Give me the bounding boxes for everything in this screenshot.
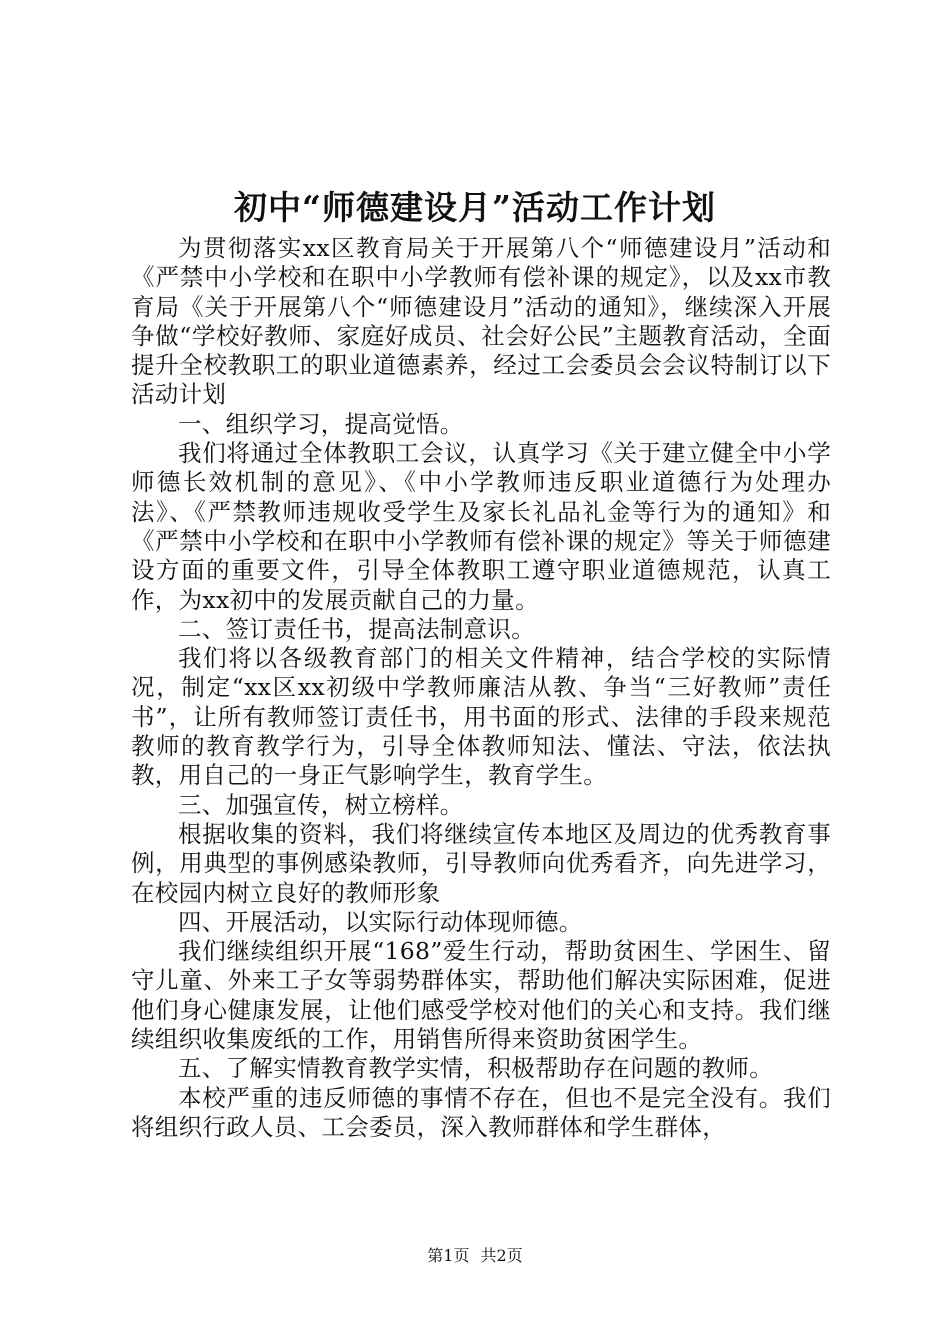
document-body: [131, 234, 831, 1142]
section-paragraph-1: 我们将通过全体教职工会议，认真学习《关于建立健全中小学师德长效机制的意见》、《中小学教师违反职业道德行为处理办法》、《严禁教师违规收受学生及家长礼品礼金等行为的通知》和《严禁中小学校和在职中小学教师有偿补课的规定》等关于师德建设方面的重要文件，引导全体教职工遵守职业道德规范，认真工作，为xx初中的发展贡献自己的力量。: [131, 439, 831, 614]
page-total: 共2页: [480, 1246, 523, 1265]
section-paragraph-2: 我们将以各级教育部门的相关文件精神，结合学校的实际情况，制定“xx区xx初级中学教师廉洁从教、争当“三好教师”责任书”，让所有教师签订责任书，用书面的形式、法律的手段来规范教师的教育教学行为，引导全体教师知法、懂法、守法，依法执教，用自己的一身正气影响学生，教育学生。: [131, 644, 831, 790]
page-footer: [0, 1244, 950, 1268]
section-paragraph-4: 我们继续组织开展“168”爱生行动，帮助贫困生、学困生、留守儿童、外来工子女等弱势群体实，帮助他们解决实际困难，促进他们身心健康发展，让他们感受学校对他们的关心和支持。我们继续组织收集废纸的工作，用销售所得来资助贫困学生。: [131, 937, 831, 1054]
section-paragraph-5: 本校严重的违反师德的事情不存在，但也不是完全没有。我们将组织行政人员、工会委员，深入教师群体和学生群体，: [131, 1083, 831, 1141]
intro-paragraph: 为贯彻落实xx区教育局关于开展第八个“师德建设月”活动和《严禁中小学校和在职中小学教师有偿补课的规定》，以及xx市教育局《关于开展第八个“师德建设月”活动的通知》，继续深入开展争做“学校好教师、家庭好成员、社会好公民”主题教育活动，全面提升全校教职工的职业道德素养，经过工会委员会会议特制订以下活动计划: [131, 234, 831, 409]
document-title: 初中“师德建设月”活动工作计划: [234, 188, 716, 227]
section-heading-4: 四、开展活动，以实际行动体现师德。: [178, 907, 583, 936]
section-heading-3: 三、加强宣传，树立榜样。: [178, 790, 464, 819]
section-heading-2: 二、签订责任书，提高法制意识。: [178, 614, 535, 643]
section-heading-1: 一、组织学习，提高觉悟。: [178, 409, 464, 438]
section-paragraph-3: 根据收集的资料，我们将继续宣传本地区及周边的优秀教育事例，用典型的事例感染教师，引导教师向优秀看齐，向先进学习，在校园内树立良好的教师形象: [131, 819, 831, 907]
section-heading-5: 五、了解实情教育教学实情，积极帮助存在问题的教师。: [178, 1054, 773, 1083]
page-number: 第1页: [427, 1246, 470, 1265]
